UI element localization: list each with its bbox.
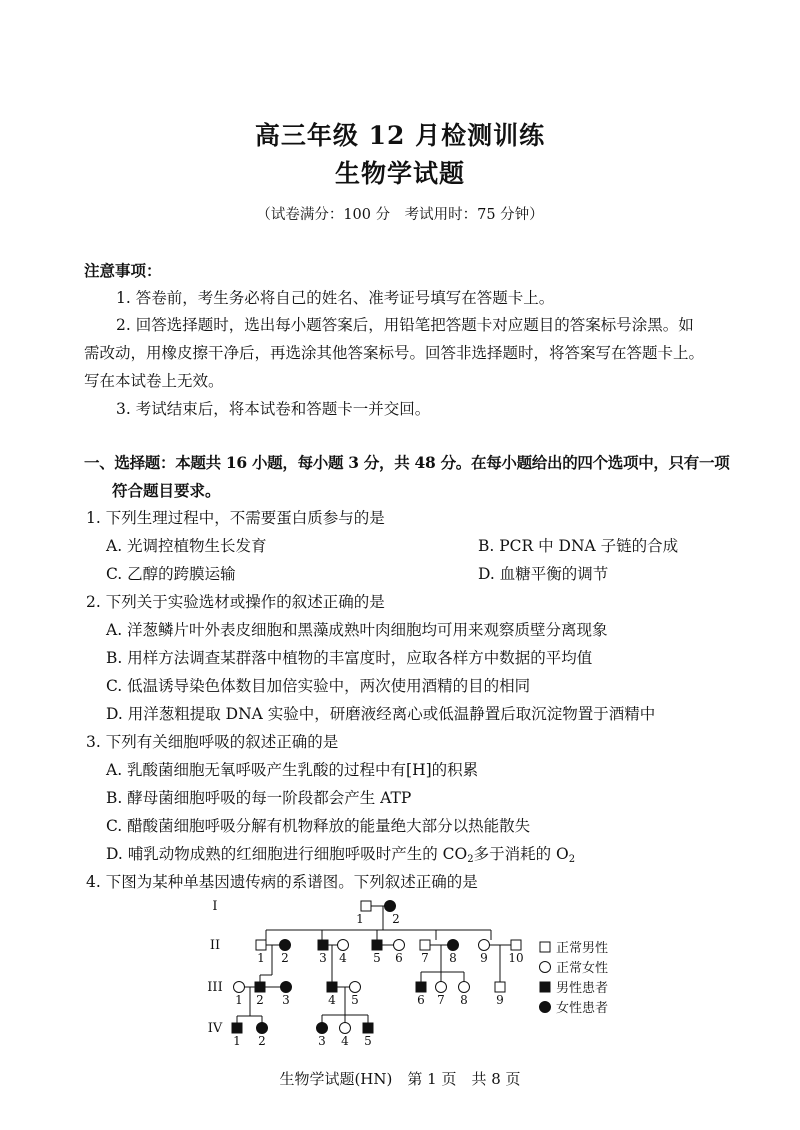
pedigree-ii-10-normal-male: [511, 940, 521, 950]
legend-affected-female-label: 女性患者: [556, 1001, 609, 1016]
pedigree-iv-1-affected-male: [232, 1023, 242, 1033]
q1-option-b: B. PCR 中 DNA 子链的合成: [478, 537, 679, 555]
pedigree-label-ii-1: 1: [257, 951, 265, 965]
q1-option-c: C. 乙醇的跨膜运输: [106, 565, 236, 583]
note-3: 3. 考试结束后，将本试卷和答题卡一并交回。: [116, 400, 431, 418]
section-heading-line-2: 符合题目要求。: [112, 481, 221, 500]
generation-label-i: I: [212, 899, 218, 914]
q3-option-a: A. 乳酸菌细胞无氧呼吸产生乳酸的过程中有[H]的积累: [106, 761, 479, 779]
pedigree-ii-1-normal-male: [256, 940, 266, 950]
pedigree-label-ii-8: 8: [449, 951, 457, 965]
exam-title: 高三年级 12 月检测训练: [254, 121, 546, 150]
q3-stem: 3. 下列有关细胞呼吸的叙述正确的是: [86, 733, 339, 751]
pedigree-ii-2-affected-female: [280, 940, 291, 951]
pedigree-label-iii-7: 7: [437, 993, 445, 1007]
pedigree-iii-2-affected-male: [255, 982, 265, 992]
pedigree-label-ii-3: 3: [319, 951, 327, 965]
pedigree-label-iv-2: 2: [258, 1034, 266, 1048]
pedigree-label-iv-4: 4: [341, 1034, 349, 1048]
pedigree-iii-7-normal-female: [436, 982, 447, 993]
note-2-line-1: 2. 回答选择题时，选出每小题答案后，用铅笔把答题卡对应题目的答案标号涂黑。如: [116, 316, 694, 334]
note-2-line-2: 需改动，用橡皮擦干净后，再选涂其他答案标号。回答非选择题时，将答案写在答题卡上。: [84, 344, 705, 362]
q2-option-c: C. 低温诱导染色体数目加倍实验中，两次使用酒精的目的相同: [106, 677, 531, 695]
q1-option-d: D. 血糖平衡的调节: [478, 565, 609, 583]
q2-option-a: A. 洋葱鳞片叶外表皮细胞和黑藻成熟叶肉细胞均可用来观察质壁分离现象: [106, 621, 608, 639]
pedigree-iii-1-normal-female: [234, 982, 245, 993]
pedigree-label-iii-1: 1: [235, 993, 243, 1007]
pedigree-chart: [200, 890, 620, 1050]
pedigree-ii-8-affected-female: [448, 940, 459, 951]
note-1: 1. 答卷前，考生务必将自己的姓名、准考证号填写在答题卡上。: [116, 289, 555, 307]
q2-option-d: D. 用洋葱粗提取 DNA 实验中，研磨液经离心或低温静置后取沉淀物置于酒精中: [106, 705, 656, 723]
pedigree-i-2-affected-female: [385, 901, 396, 912]
pedigree-label-iii-6: 6: [417, 993, 425, 1007]
notes-heading: 注意事项：: [84, 261, 162, 280]
legend-normal-male-symbol: [540, 942, 550, 952]
pedigree-iii-4-affected-male: [327, 982, 337, 992]
pedigree-iii-6-affected-male: [416, 982, 426, 992]
legend-normal-female-symbol: [540, 962, 551, 973]
q3-option-d: D. 哺乳动物成熟的红细胞进行细胞呼吸时产生的 $CO_2$多于消耗的 $O_2$: [106, 845, 576, 865]
section-heading-line-1: 一、选择题：本题共 16 小题，每小题 3 分，共 48 分。在每小题给出的四个选项中，只有一项: [84, 453, 730, 472]
q1-stem: 1. 下列生理过程中，不需要蛋白质参与的是: [86, 509, 385, 527]
pedigree-label-iii-3: 3: [282, 993, 290, 1007]
pedigree-label-iii-2: 2: [256, 993, 264, 1007]
pedigree-iv-3-affected-female: [317, 1023, 328, 1034]
legend-normal-female-label: 正常女性: [556, 961, 609, 976]
pedigree-iii-9-normal-male: [495, 982, 505, 992]
pedigree-ii-6-normal-female: [394, 940, 405, 951]
q3-option-c: C. 醋酸菌细胞呼吸分解有机物释放的能量绝大部分以热能散失: [106, 817, 531, 835]
pedigree-ii-3-affected-male: [318, 940, 328, 950]
pedigree-iv-4-normal-female: [340, 1023, 351, 1034]
pedigree-ii-5-affected-male: [372, 940, 382, 950]
page-footer: 生物学试题(HN) 第 1 页 共 8 页: [279, 1070, 521, 1088]
pedigree-ii-7-normal-male: [420, 940, 430, 950]
pedigree-i-1-normal-male: [361, 901, 371, 911]
q1-option-a: A. 光调控植物生长发育: [106, 537, 267, 555]
pedigree-iii-5-normal-female: [350, 982, 361, 993]
note-2-line-3: 写在本试卷上无效。: [84, 372, 224, 390]
legend-affected-male-label: 男性患者: [556, 981, 609, 996]
q2-option-b: B. 用样方法调查某群落中植物的丰富度时，应取各样方中数据的平均值: [106, 649, 593, 667]
pedigree-label-i-2: 2: [392, 912, 400, 926]
pedigree-label-ii-6: 6: [395, 951, 403, 965]
pedigree-label-ii-9: 9: [480, 951, 488, 965]
pedigree-label-ii-4: 4: [339, 951, 347, 965]
pedigree-ii-9-normal-female: [479, 940, 490, 951]
pedigree-ii-4-normal-female: [338, 940, 349, 951]
pedigree-label-iii-9: 9: [496, 993, 504, 1007]
pedigree-label-iii-5: 5: [351, 993, 359, 1007]
legend-normal-male-label: 正常男性: [556, 941, 609, 956]
legend-affected-female-symbol: [540, 1002, 551, 1013]
pedigree-iv-5-affected-male: [363, 1023, 373, 1033]
pedigree-label-iv-1: 1: [233, 1034, 241, 1048]
generation-label-iii: III: [207, 980, 223, 995]
subject-title: 生物学试题: [334, 159, 465, 188]
pedigree-iii-3-affected-female: [281, 982, 292, 993]
pedigree-label-iv-3: 3: [318, 1034, 326, 1048]
pedigree-label-iv-5: 5: [364, 1034, 372, 1048]
q2-stem: 2. 下列关于实验选材或操作的叙述正确的是: [86, 593, 385, 611]
exam-info: （试卷满分：100 分 考试用时：75 分钟）: [256, 207, 544, 223]
q3-option-b: B. 酵母菌细胞呼吸的每一阶段都会产生 ATP: [106, 789, 412, 807]
pedigree-iii-8-normal-female: [459, 982, 470, 993]
pedigree-label-ii-5: 5: [373, 951, 381, 965]
q4-stem: 4. 下图为某种单基因遗传病的系谱图。下列叙述正确的是: [86, 873, 478, 891]
generation-label-iv: IV: [207, 1021, 223, 1036]
pedigree-label-ii-10: 10: [508, 951, 524, 965]
pedigree-iv-2-affected-female: [257, 1023, 268, 1034]
pedigree-label-iii-4: 4: [328, 993, 336, 1007]
generation-label-ii: II: [209, 938, 221, 953]
legend-affected-male-symbol: [540, 982, 550, 992]
pedigree-label-iii-8: 8: [460, 993, 468, 1007]
pedigree-label-i-1: 1: [356, 912, 364, 926]
pedigree-label-ii-2: 2: [281, 951, 289, 965]
pedigree-label-ii-7: 7: [421, 951, 429, 965]
